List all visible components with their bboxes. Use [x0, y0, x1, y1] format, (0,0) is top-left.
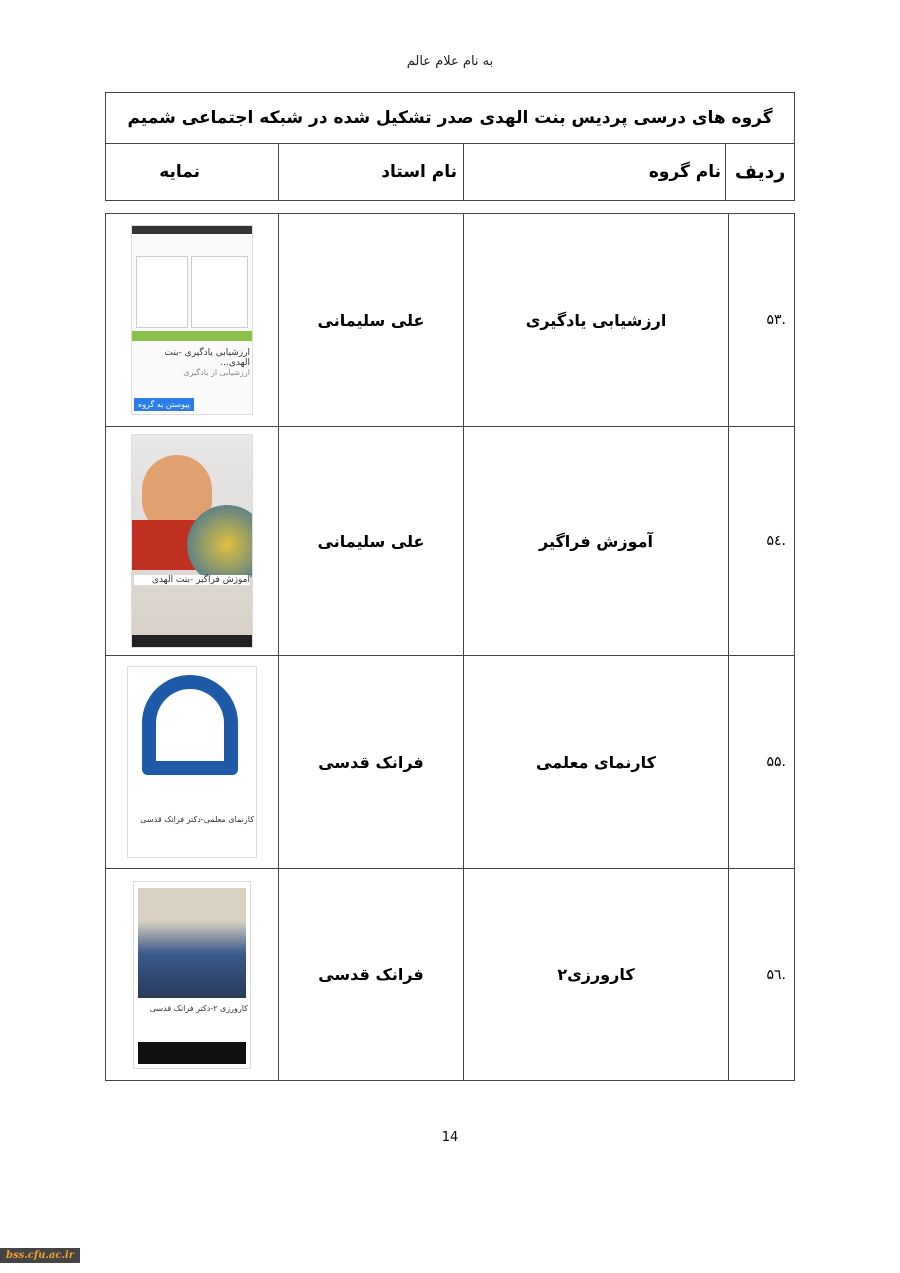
page-number: 14: [441, 1130, 459, 1145]
group-preview-image: [131, 434, 253, 648]
group-preview-image: [127, 666, 257, 858]
teacher-name: فرانک قدسی: [279, 869, 464, 1081]
preview-caption: آموزش فراگیر -بنت الهدی: [134, 575, 250, 585]
row-number: .۵٤: [729, 427, 795, 656]
preview-caption: کارورزی ۲-دکتر فرانک قدسی: [149, 1003, 248, 1013]
preview-caption: ارزشیابی یادگیری -بنت الهدی...: [164, 348, 250, 368]
table-row: [106, 214, 795, 427]
row-number: .۵٦: [729, 869, 795, 1081]
table-row: [106, 656, 795, 869]
invocation-line: به نام علام عالم: [406, 54, 494, 69]
col-group: نام گروه: [464, 144, 726, 201]
university-logo-icon: [142, 675, 238, 775]
col-preview: نمایه: [106, 144, 279, 201]
group-preview-image: [131, 225, 253, 415]
group-preview-image: [133, 881, 251, 1069]
col-row: ردیف: [726, 144, 795, 201]
preview-caption: کارنمای معلمی-دکتر فرانک قدسی: [140, 815, 254, 824]
row-number: .۵۳: [729, 214, 795, 427]
teacher-name: علی سلیمانی: [279, 427, 464, 656]
preview-subtitle: ارزشیابی از یادگیری: [183, 368, 250, 377]
watermark: bss.cfu.ac.ir: [0, 1248, 80, 1263]
teacher-name: علی سلیمانی: [279, 214, 464, 427]
group-name: ارزشیابی یادگیری: [464, 214, 729, 427]
join-group-button: پیوستن به گروه: [134, 398, 194, 411]
table-title: گروه های درسی پردیس بنت الهدی صدر تشکیل شده در شبکه اجتماعی شمیم: [106, 93, 795, 144]
header-table: [105, 92, 795, 201]
table-row: [106, 427, 795, 656]
group-name: آموزش فراگیر: [464, 427, 729, 656]
row-number: .۵۵: [729, 656, 795, 869]
group-name: کارورزی۲: [464, 869, 729, 1081]
group-name: کارنمای معلمی: [464, 656, 729, 869]
groups-table: [105, 213, 795, 1081]
teacher-name: فرانک قدسی: [279, 656, 464, 869]
col-teacher: نام استاد: [279, 144, 464, 201]
table-row: [106, 869, 795, 1081]
